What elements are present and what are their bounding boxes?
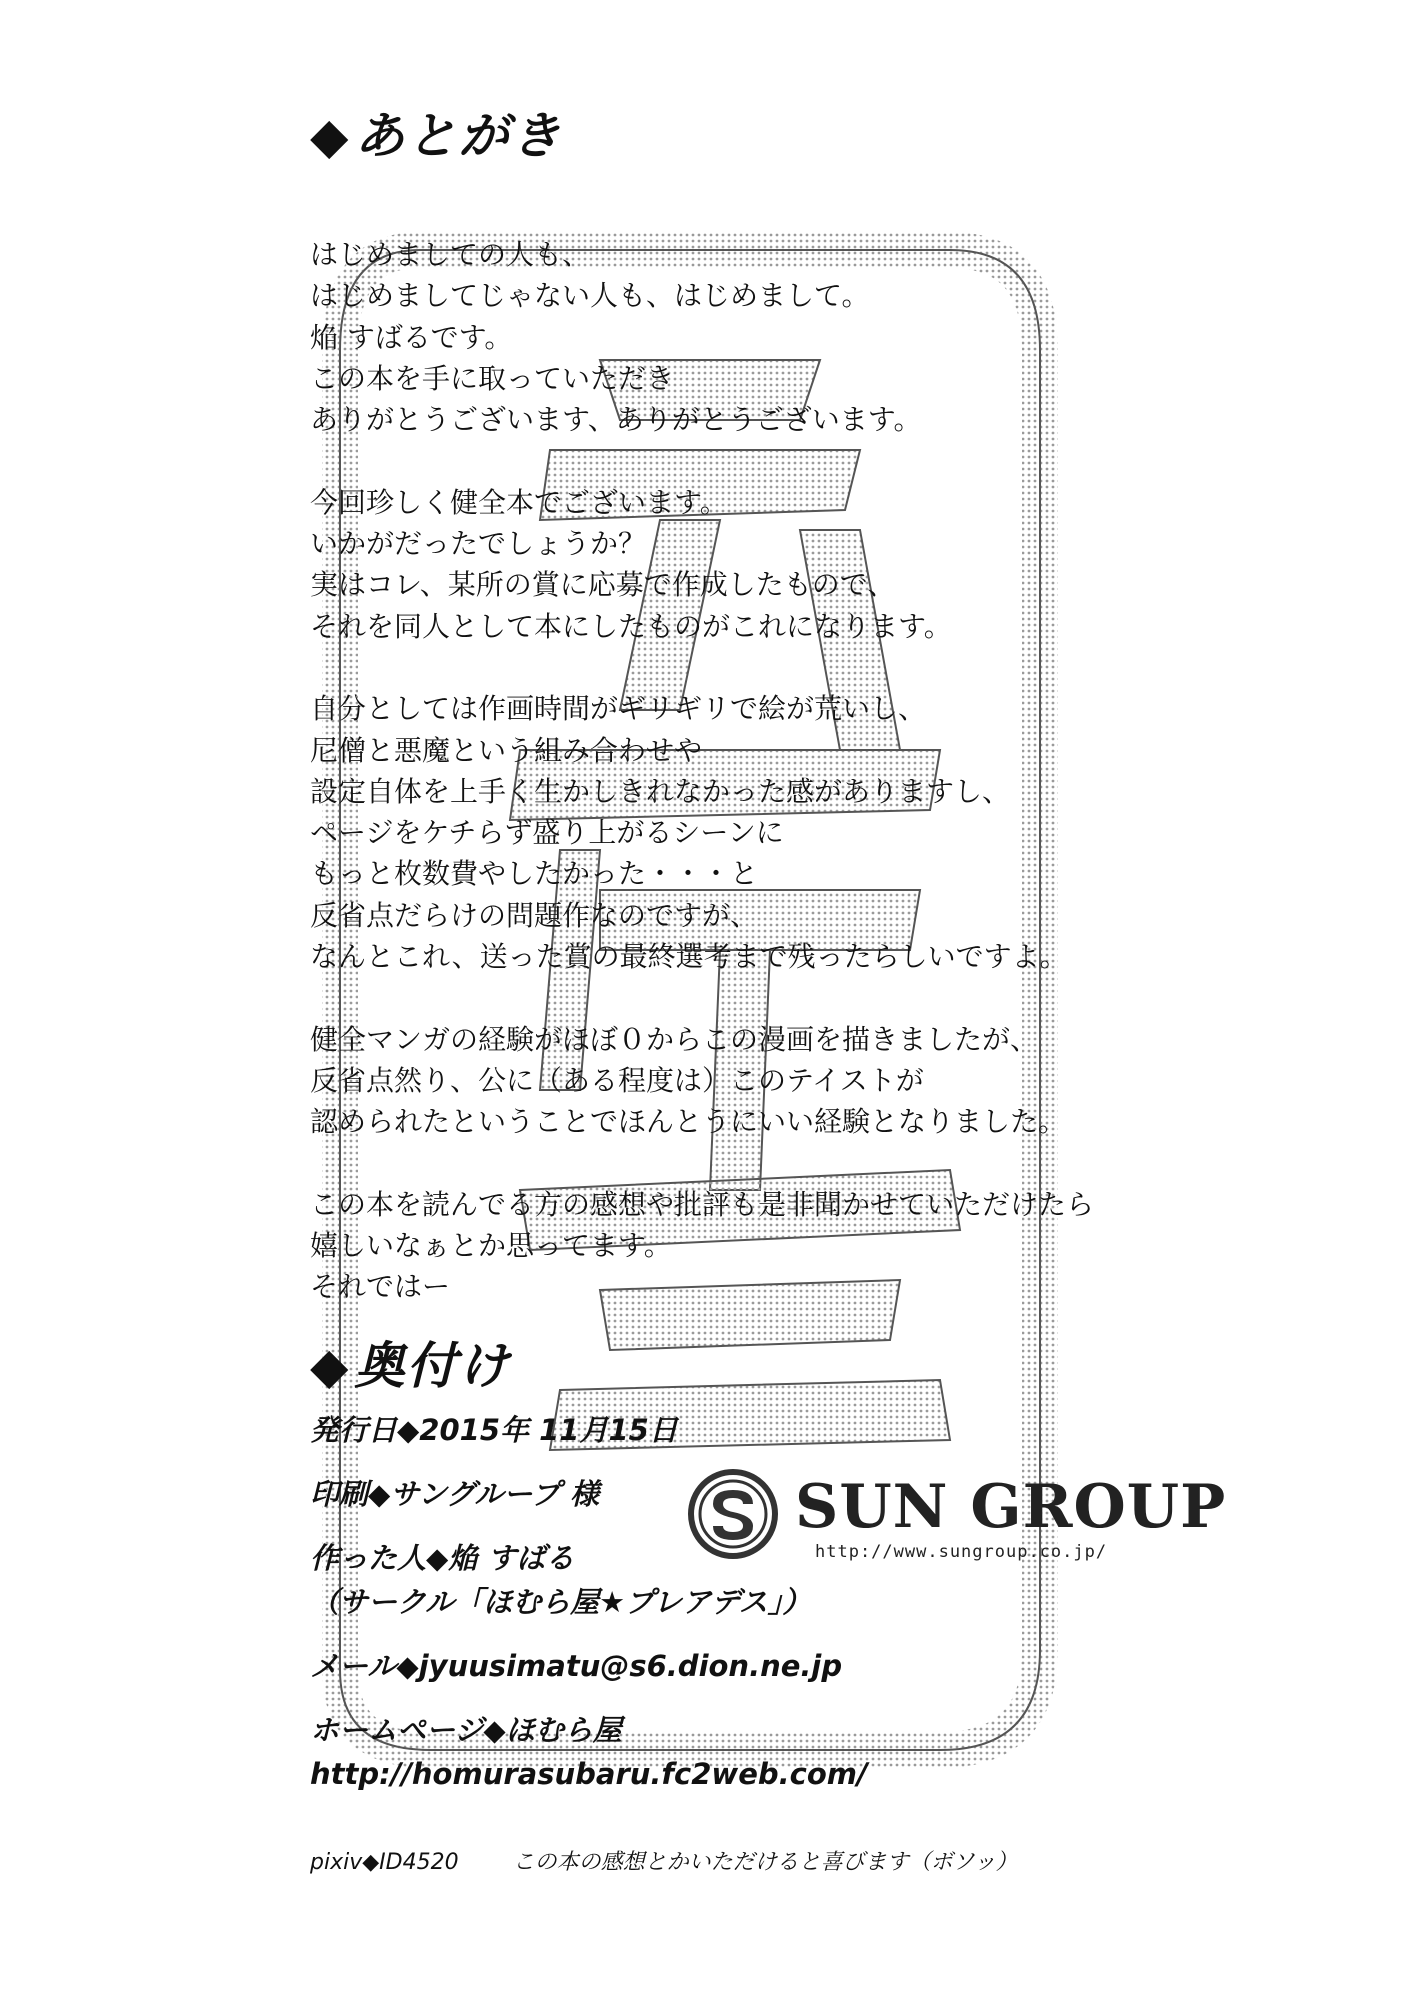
- diamond-icon: ◆: [310, 1337, 351, 1395]
- diamond-icon: ◆: [310, 107, 351, 165]
- circle-name: （サークル「ほむら屋★プレアデス」）: [310, 1585, 812, 1619]
- paragraph-3: [310, 688, 1210, 977]
- text-line: 嬉しいなぁとか思ってます。: [310, 1229, 672, 1263]
- text-line: ありがとうございます、ありがとうございます。: [310, 403, 922, 437]
- text-line: はじめましての人も、: [310, 238, 591, 271]
- text-line: 認められたということでほんとうにいい経験となりました。: [310, 1105, 1067, 1139]
- paragraph-4: [310, 1019, 1210, 1143]
- footer-note: この本の感想とかいただけると喜びます（ボソッ）: [512, 1850, 1018, 1875]
- sun-group-logo: [685, 1468, 1227, 1568]
- text-line: ページをケチらず盛り上がるシーンに: [310, 816, 784, 850]
- footer: [310, 1845, 1017, 1876]
- text-line: 健全マンガの経験がほぼ０からこの漫画を描きましたが、: [310, 1022, 1039, 1056]
- text-line: この本を手に取っていただき: [310, 361, 675, 395]
- text-line: それを同人として本にしたものがこれになります。: [310, 609, 952, 643]
- colophon-heading: ◆奥付け: [310, 1330, 510, 1402]
- text-line: なんとこれ、送った賞の最終選考まで残ったらしいですよ。: [310, 940, 1068, 974]
- text-line: この本を読んでる方の感想や批評も是非聞かせていただけたら: [310, 1187, 1095, 1221]
- mail-address: メール◆jyuusimatu@s6.dion.ne.jp: [310, 1649, 843, 1683]
- text-line: 反省点だらけの問題作なのですが、: [310, 898, 759, 932]
- text-line: 焔 すばるです。: [310, 320, 513, 354]
- logo-url: http://www.sungroup.co.jp/: [815, 1542, 1108, 1562]
- text-line: それではー: [310, 1270, 451, 1304]
- text-line: 反省点然り、公に（ある程度は）このテイストが: [310, 1063, 924, 1097]
- text-line: もっと枚数費やしたかった・・・と: [310, 857, 759, 891]
- author: 作った人◆焔 すばる: [310, 1541, 575, 1575]
- text-line: 尼僧と悪魔という組み合わせや: [310, 733, 703, 767]
- text-line: 実はコレ、某所の賞に応募で作成したもので、: [310, 568, 896, 602]
- logo-name: SUN GROUP: [795, 1472, 1227, 1542]
- homepage-label: ホームページ◆ほむら屋: [310, 1713, 622, 1747]
- paragraph-1: [310, 234, 1210, 440]
- text-line: 自分としては作画時間がギリギリで絵が荒いし、: [310, 692, 927, 726]
- paragraph-5: [310, 1184, 1210, 1308]
- afterword-body: [310, 234, 1210, 1308]
- text-line: 今回珍しく健全本でございます。: [310, 485, 728, 519]
- text-line: 設定自体を上手く生かしきれなかった感がありますし、: [310, 774, 1011, 808]
- colophon-section: [310, 1408, 868, 1796]
- afterword-heading: ◆あとがき: [310, 100, 1210, 172]
- pixiv-id: pixiv◆ID4520: [310, 1850, 459, 1875]
- sun-group-logo-icon: [685, 1468, 785, 1560]
- homepage-url: http://homurasubaru.fc2web.com/: [310, 1757, 868, 1791]
- text-line: いかがだったでしょうか？: [310, 527, 647, 561]
- printer: 印刷◆サングループ 様: [310, 1477, 600, 1511]
- paragraph-2: [310, 482, 1210, 647]
- text-line: はじめましてじゃない人も、はじめまして。: [310, 279, 870, 313]
- afterword-section: [310, 100, 1210, 1308]
- issue-date: 発行日◆2015年 11月15日: [310, 1413, 678, 1447]
